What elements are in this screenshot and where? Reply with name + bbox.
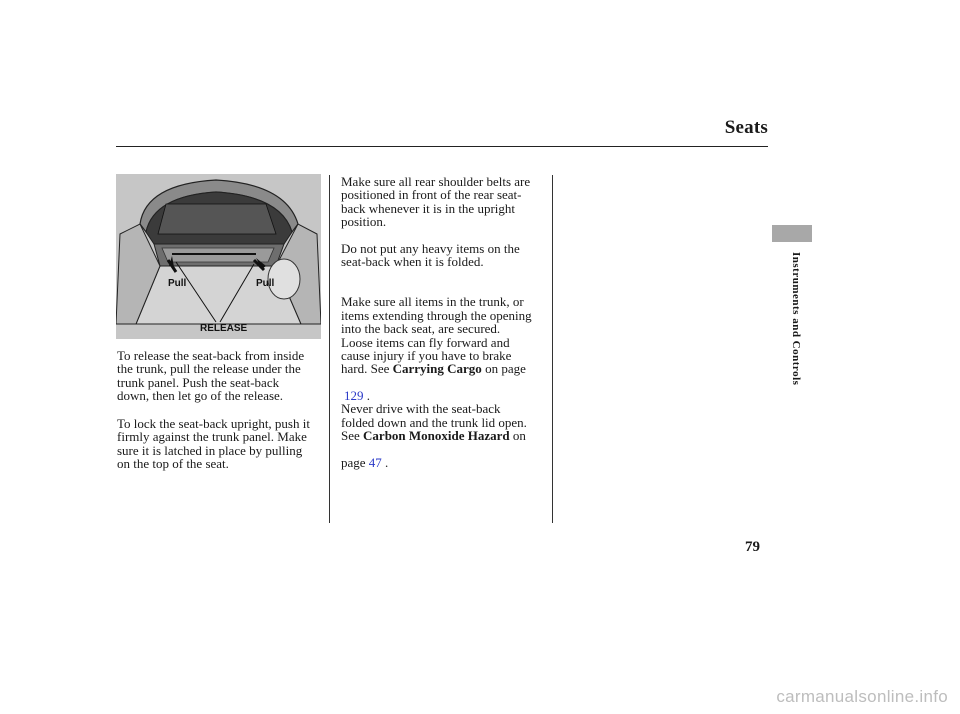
- release-label: RELEASE: [200, 323, 248, 334]
- carrying-cargo-ref: Carrying Cargo: [392, 361, 482, 377]
- pull-label-left: Pull: [168, 278, 187, 289]
- seat-release-illustration: [116, 174, 321, 339]
- trunk-open-warning: [341, 389, 551, 483]
- page-title: Seats: [724, 117, 768, 138]
- section-label: Instruments and Controls: [790, 252, 802, 386]
- trunk-open-end: .: [381, 455, 389, 471]
- secure-items-on-page: on page: [481, 361, 526, 377]
- page-47-link[interactable]: 47: [368, 455, 382, 471]
- release-instructions: To release the seat-back from inside the trunk, pull the release under the trunk panel. Push the seat-back down, then let go of the release.: [117, 348, 305, 404]
- section-tab: [772, 225, 812, 242]
- pull-label-right: Pull: [256, 278, 275, 289]
- secure-items-lead: hard. See: [341, 361, 393, 377]
- column-divider-2: [552, 175, 553, 523]
- secure-items-text: Make sure all items in the trunk, or items extending through the opening into the back seat, are secured. Loose items can fly forward and cause injury if you have to brake: [341, 294, 532, 364]
- header-rule: [116, 146, 768, 147]
- secure-items-end: .: [363, 388, 370, 404]
- watermark: carmanualsonline.info: [776, 687, 948, 706]
- trunk-open-see: See: [341, 428, 364, 444]
- page-129-link[interactable]: 129: [344, 388, 364, 404]
- lock-instructions: To lock the seat-back upright, push it firmly against the trunk panel. Make sure it is latched in place by pulling on the top of the seat.: [117, 416, 310, 472]
- trunk-open-text: Never drive with the seat-back folded down and the trunk lid open.: [341, 401, 527, 430]
- trunk-open-page-label: page: [341, 455, 369, 471]
- heavy-items-note: Do not put any heavy items on the seat-back when it is folded.: [341, 241, 520, 270]
- carbon-monoxide-ref: Carbon Monoxide Hazard: [363, 428, 510, 444]
- trunk-illustration: [116, 174, 321, 339]
- column-divider-1: [329, 175, 330, 523]
- page-number: 79: [745, 539, 760, 555]
- belt-note: Make sure all rear shoulder belts are positioned in front of the rear seat- back whenever it is in the upright position.: [341, 174, 531, 230]
- trunk-open-on: on: [509, 428, 526, 444]
